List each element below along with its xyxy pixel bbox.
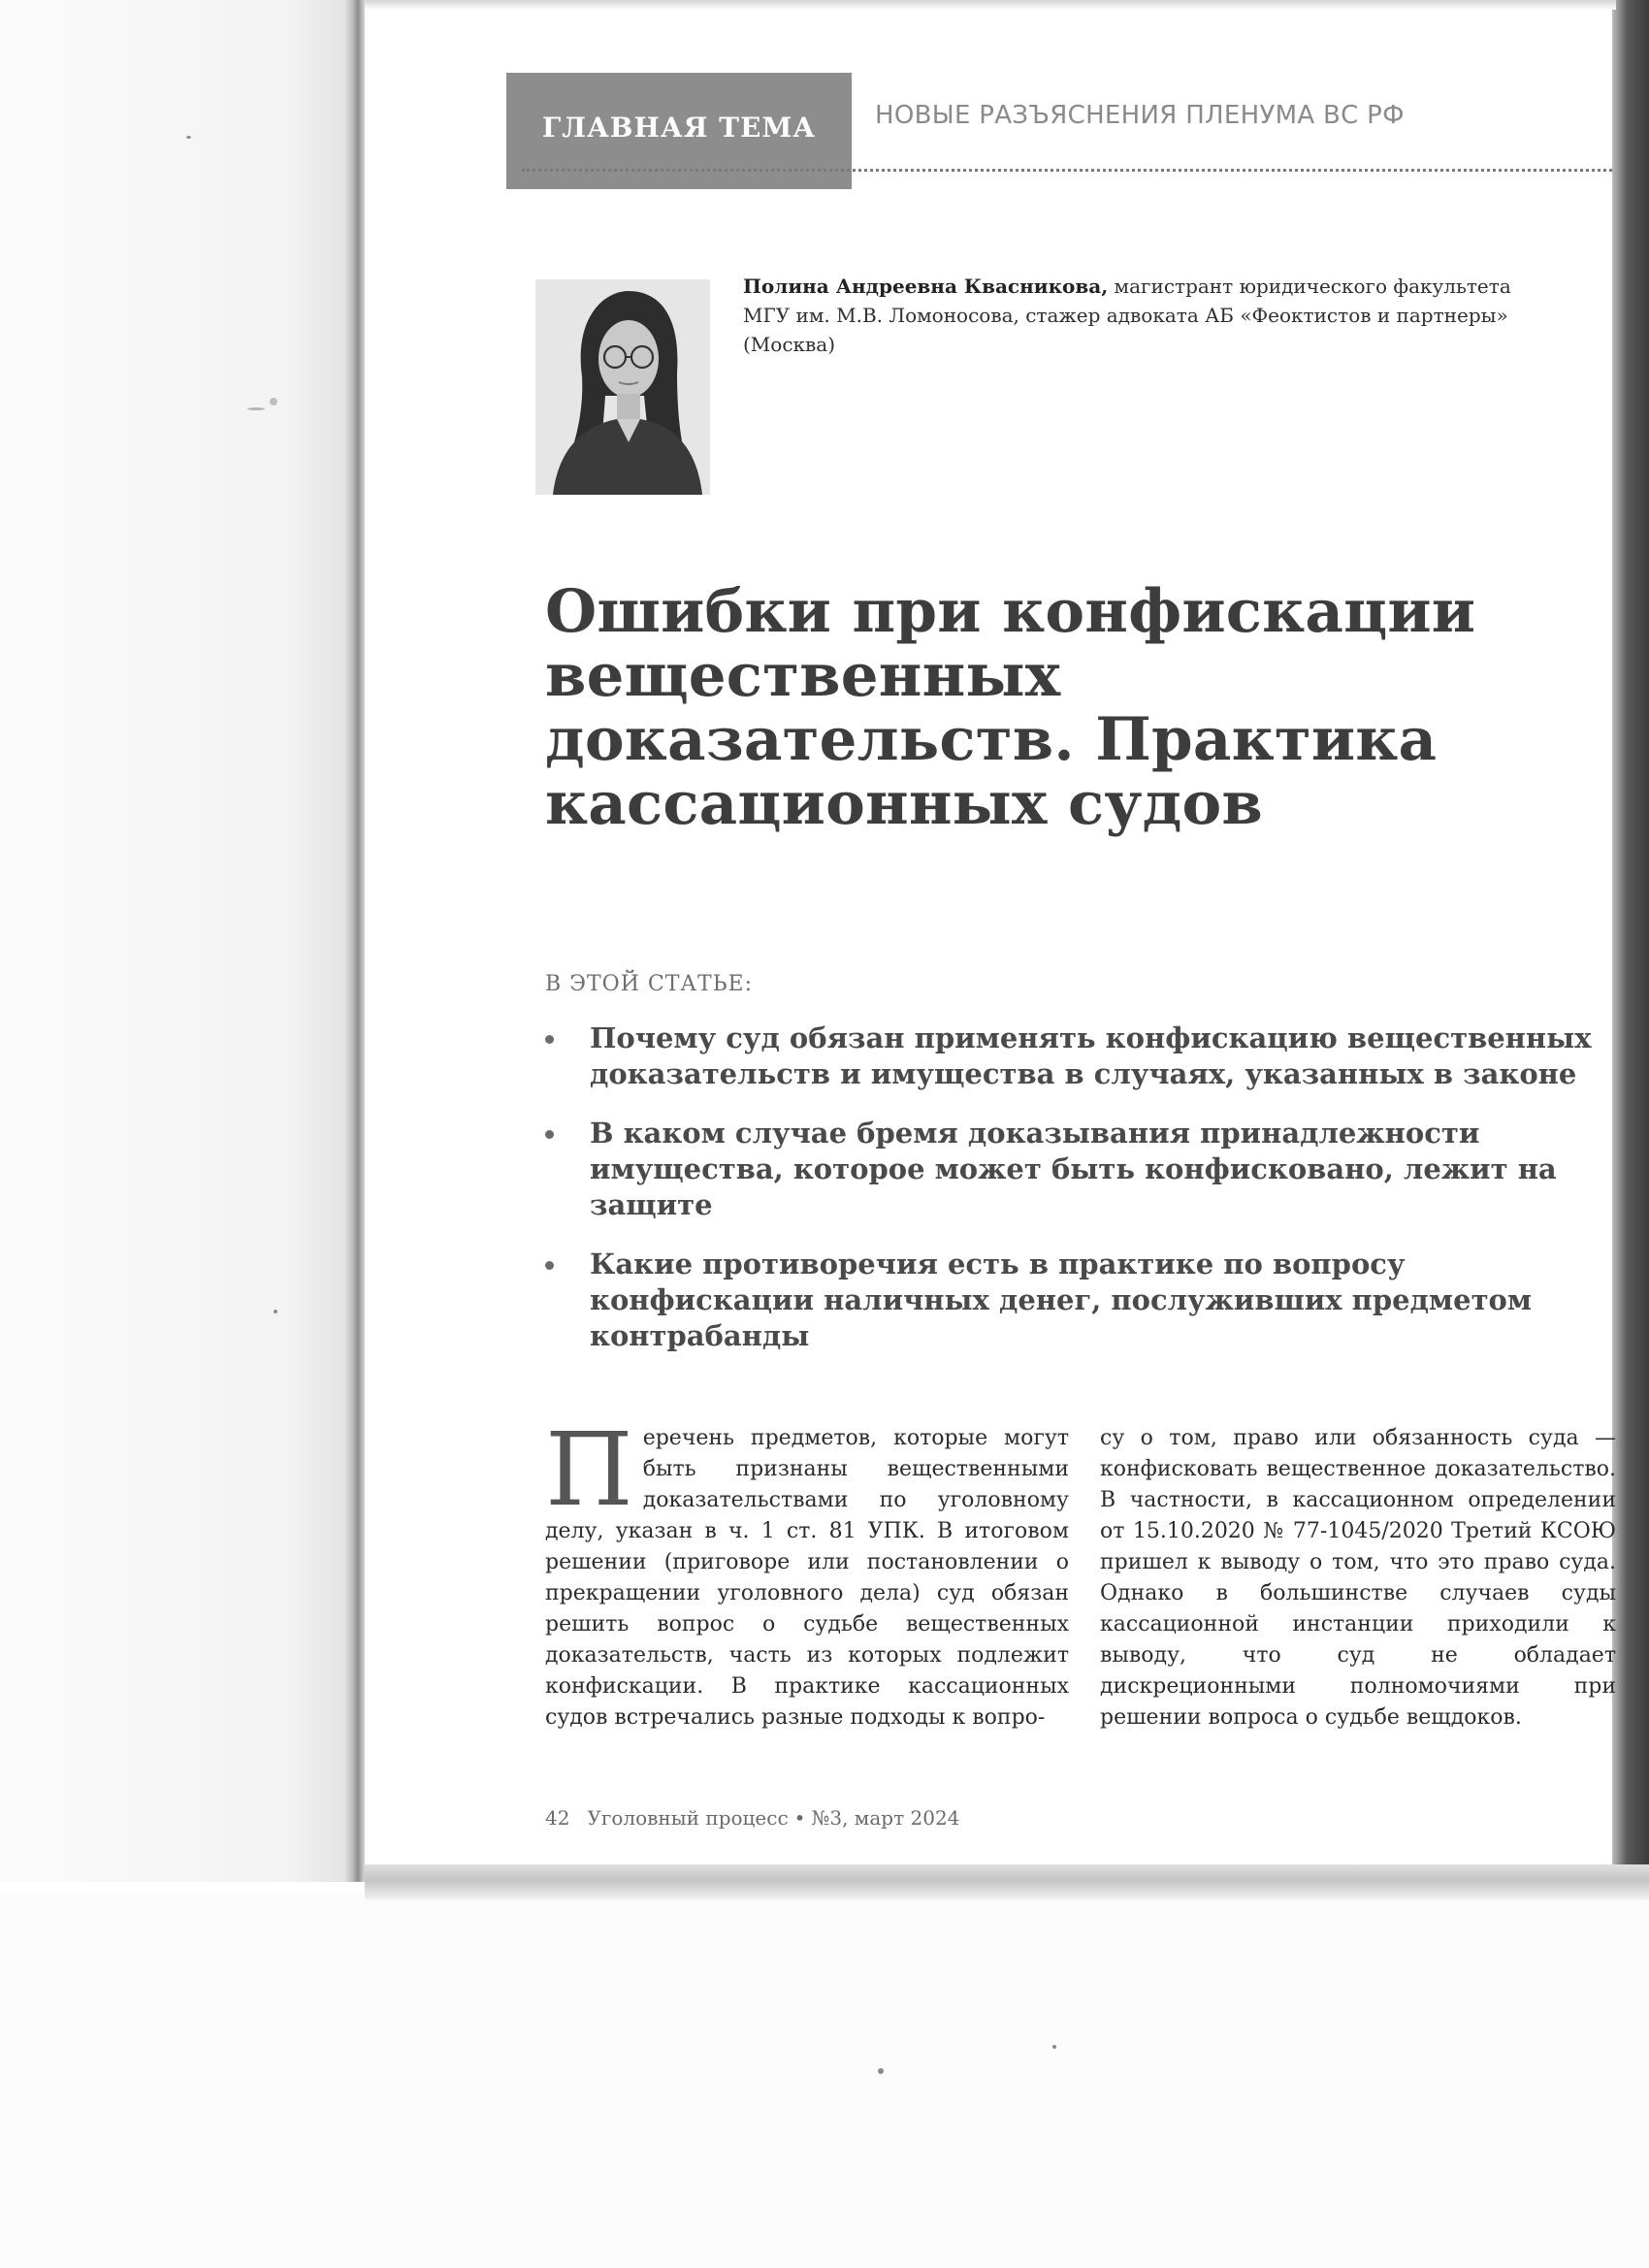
dust-speck bbox=[1052, 2045, 1056, 2049]
section-subrubric: НОВЫЕ РАЗЪЯСНЕНИЯ ПЛЕНУМА ВС РФ bbox=[875, 101, 1405, 130]
highlight-text: Какие противоречия есть в практике по вопросу конфискации наличных денег, послуживших предметом контрабанды bbox=[590, 1247, 1533, 1352]
scanner-backdrop-left bbox=[0, 0, 359, 1882]
page-top-shadow bbox=[365, 0, 1616, 10]
page-footer bbox=[545, 1806, 959, 1830]
body-text-right: су о том, право или обязанность суда — конфисковать вещественное доказательство. В частности, в кассационном определении от 15.10.2020 № 77-1045/2020 Третий КСОЮ пришел к выводу о том, что это право суда. Однако в большинстве случаев суды кассационной инстанции приходили к выводу, что суд не обладает дискреционными полномочиями при решении вопроса о судьбе вещдоков. bbox=[1100, 1426, 1616, 1730]
page-bottom-edge bbox=[365, 1864, 1649, 1899]
bullet-icon bbox=[545, 1261, 554, 1270]
dust-speck bbox=[247, 407, 265, 410]
in-this-article-label: В ЭТОЙ СТАТЬЕ: bbox=[545, 972, 754, 996]
author-name: Полина Андреевна Квасникова, bbox=[743, 275, 1109, 298]
dust-speck bbox=[186, 136, 191, 139]
journal-name: Уголовный процесс bbox=[587, 1806, 789, 1830]
scanner-backdrop-right bbox=[1612, 0, 1649, 1882]
highlight-text: Почему суд обязан применять конфискацию вещественных доказательств и имущества в случаях, указанных в законе bbox=[590, 1021, 1592, 1090]
author-bio: магистрант юридического факультета МГУ им. М.В. Ломоносова, стажер адвоката АБ «Феоктистов и партнеры» (Москва) bbox=[743, 275, 1511, 356]
page-number: 42 bbox=[545, 1806, 570, 1830]
author-credit bbox=[743, 272, 1538, 359]
highlight-item bbox=[545, 1247, 1593, 1354]
magazine-page bbox=[365, 10, 1616, 1864]
body-column-left bbox=[545, 1410, 1069, 1733]
author-photo-image bbox=[535, 279, 710, 495]
page-spine-edge bbox=[351, 0, 365, 1882]
header-dotted-rule bbox=[522, 169, 1612, 172]
drop-cap: П bbox=[545, 1410, 633, 1529]
issue-info: №3, март 2024 bbox=[811, 1806, 960, 1830]
section-rubric: ГЛАВНАЯ ТЕМА bbox=[506, 73, 852, 189]
highlight-text: В каком случае бремя доказывания принадлежности имущества, которое может быть конфисковано, лежит на защите bbox=[590, 1117, 1557, 1221]
scanner-backdrop-bottom bbox=[0, 1892, 1649, 2268]
bullet-icon bbox=[545, 1130, 554, 1139]
dust-speck bbox=[878, 2068, 884, 2074]
body-column-right bbox=[1100, 1423, 1616, 1733]
dust-speck bbox=[270, 398, 277, 405]
dust-speck bbox=[274, 1310, 277, 1313]
bullet-icon bbox=[545, 1035, 554, 1044]
article-title: Ошибки при конфискации вещественных доказательств. Практика кассационных судов bbox=[545, 577, 1476, 838]
highlight-item bbox=[545, 1021, 1593, 1092]
body-text-left: еречень предметов, которые могут быть признаны вещественными доказательствами по уголовному делу, указан в ч. 1 ст. 81 УПК. В итоговом решении (приговоре или постановлении о прекращении уголовного дела) суд обязан решить вопрос о судьбе вещественных доказательств, часть из которых подлежит конфискации. В практике кассационных судов встречались разные подходы к вопро- bbox=[545, 1426, 1069, 1730]
author-portrait bbox=[535, 279, 710, 495]
highlight-item bbox=[545, 1116, 1593, 1223]
article-highlights bbox=[545, 1021, 1593, 1377]
footer-separator: • bbox=[793, 1806, 806, 1830]
